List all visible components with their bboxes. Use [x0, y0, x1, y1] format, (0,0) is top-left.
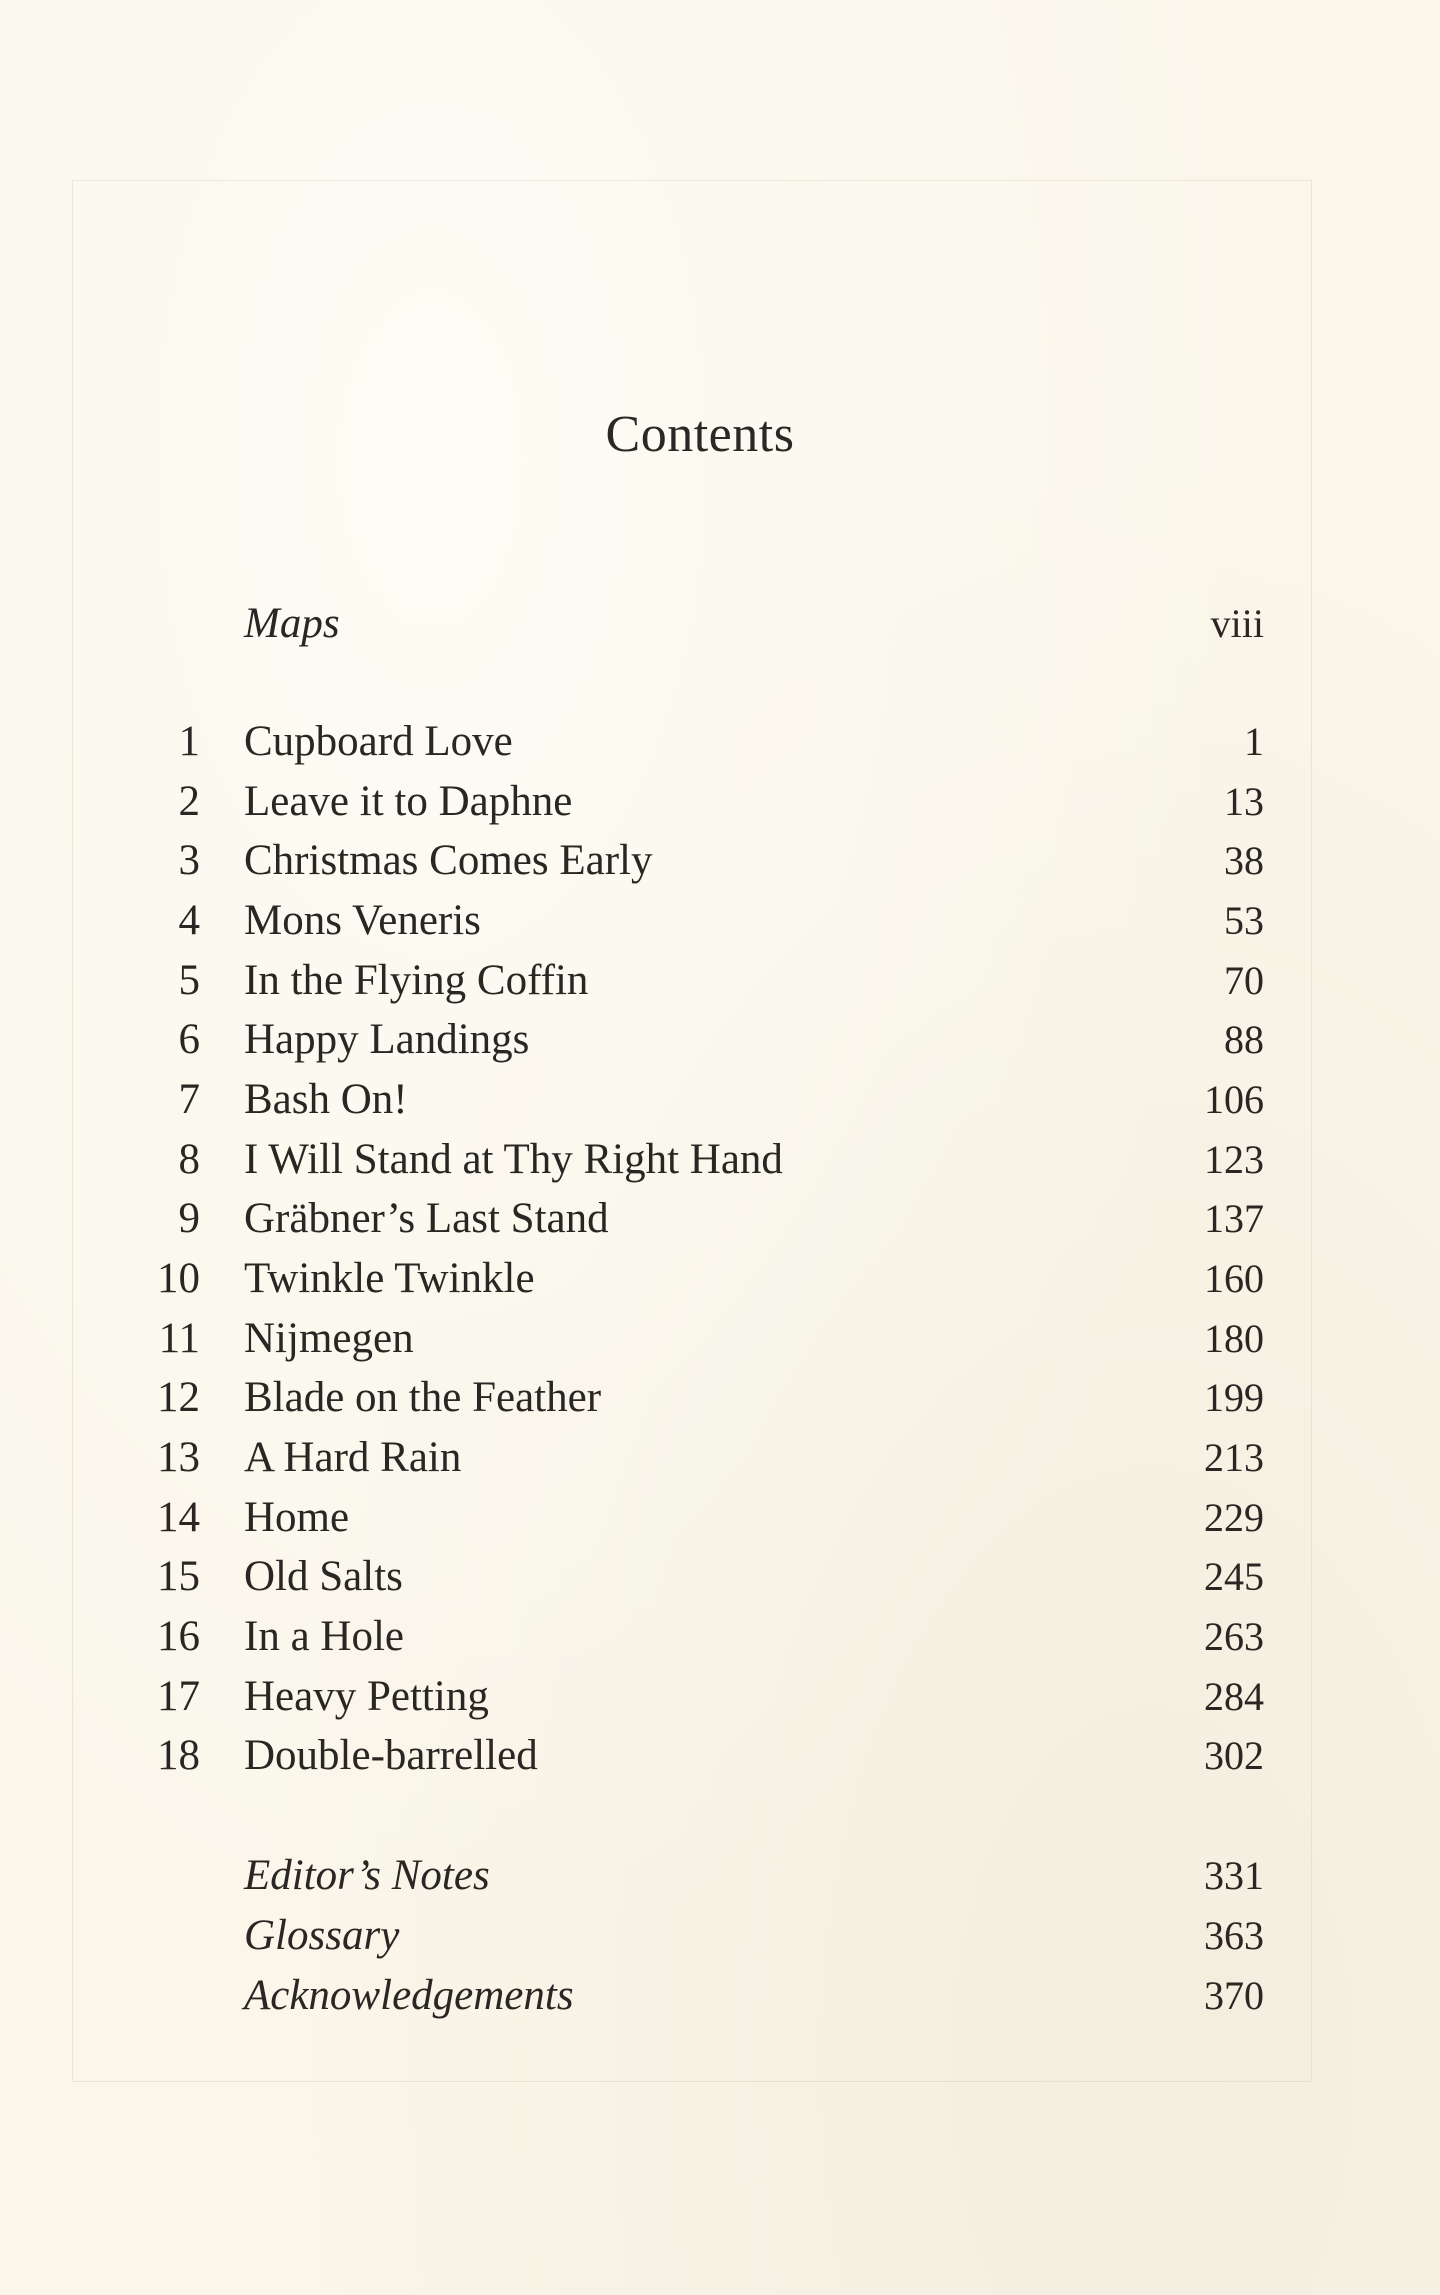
- chapter-page: 123: [1204, 1137, 1264, 1182]
- toc-chapter-row: [0, 951, 1440, 1011]
- chapter-number: 12: [157, 1374, 200, 1421]
- chapter-title: Leave it to Daphne: [244, 778, 573, 825]
- chapter-number: 13: [157, 1434, 200, 1481]
- chapter-page: 1: [1244, 719, 1264, 764]
- chapter-title: Christmas Comes Early: [244, 837, 653, 884]
- chapter-number: 9: [178, 1195, 200, 1242]
- chapter-number: 3: [178, 837, 200, 884]
- chapter-title: Bash On!: [244, 1076, 408, 1123]
- entry-title: Acknowledgements: [244, 1972, 574, 2019]
- chapter-title: Happy Landings: [244, 1016, 530, 1063]
- toc-chapter-row: [0, 891, 1440, 951]
- chapter-number: 8: [178, 1136, 200, 1183]
- chapter-title: Nijmegen: [244, 1315, 414, 1362]
- chapter-number: 17: [157, 1673, 200, 1720]
- chapter-number: 1: [178, 718, 200, 765]
- toc-entry-maps: [0, 594, 1440, 654]
- toc-chapter-row: [0, 1189, 1440, 1249]
- toc-chapter-row: [0, 772, 1440, 832]
- toc-chapter-row: [0, 712, 1440, 772]
- chapter-title: Heavy Petting: [244, 1673, 489, 1720]
- chapter-number: 2: [178, 778, 200, 825]
- chapter-title: Gräbner’s Last Stand: [244, 1195, 609, 1242]
- entry-page: 363: [1204, 1913, 1264, 1958]
- chapter-page: 53: [1224, 898, 1264, 943]
- chapter-title: Blade on the Feather: [244, 1374, 602, 1421]
- chapter-page: 199: [1204, 1375, 1264, 1420]
- chapter-page: 229: [1204, 1495, 1264, 1540]
- toc-chapter-row: [0, 1368, 1440, 1428]
- chapter-page: 137: [1204, 1196, 1264, 1241]
- entry-title: Editor’s Notes: [244, 1852, 490, 1899]
- entry-title: Glossary: [244, 1912, 400, 1959]
- chapter-number: 7: [178, 1076, 200, 1123]
- chapter-page: 180: [1204, 1316, 1264, 1361]
- chapter-title: In a Hole: [244, 1613, 404, 1660]
- chapter-page: 263: [1204, 1614, 1264, 1659]
- chapter-page: 13: [1224, 779, 1264, 824]
- chapter-number: 4: [178, 897, 200, 944]
- chapter-title: In the Flying Coffin: [244, 957, 589, 1004]
- chapter-page: 245: [1204, 1554, 1264, 1599]
- chapter-number: 10: [157, 1255, 200, 1302]
- chapter-number: 5: [178, 957, 200, 1004]
- chapter-number: 15: [157, 1553, 200, 1600]
- chapter-page: 284: [1204, 1674, 1264, 1719]
- toc-chapter-row: [0, 1607, 1440, 1667]
- entry-page: 331: [1204, 1853, 1264, 1898]
- chapter-number: 16: [157, 1613, 200, 1660]
- chapter-page: 38: [1224, 838, 1264, 883]
- chapter-number: 18: [157, 1732, 200, 1779]
- toc-entry-back-matter: [0, 1906, 1440, 1966]
- toc-chapter-row: [0, 1130, 1440, 1190]
- chapter-page: 88: [1224, 1017, 1264, 1062]
- chapter-title: I Will Stand at Thy Right Hand: [244, 1136, 783, 1183]
- toc-chapter-row: [0, 1488, 1440, 1548]
- toc-chapter-row: [0, 1428, 1440, 1488]
- toc-entry-back-matter: [0, 1966, 1440, 2026]
- chapter-title: Mons Veneris: [244, 897, 481, 944]
- chapter-page: 302: [1204, 1733, 1264, 1778]
- toc-chapter-row: [0, 831, 1440, 891]
- toc-chapter-row: [0, 1667, 1440, 1727]
- chapter-page: 70: [1224, 958, 1264, 1003]
- chapter-title: Double-barrelled: [244, 1732, 538, 1779]
- chapter-title: Twinkle Twinkle: [244, 1255, 535, 1302]
- toc-chapter-row: [0, 1249, 1440, 1309]
- entry-page: 370: [1204, 1973, 1264, 2018]
- toc-chapter-row: [0, 1309, 1440, 1369]
- toc-chapter-row: [0, 1726, 1440, 1786]
- toc-chapter-row: [0, 1010, 1440, 1070]
- chapter-number: 11: [158, 1315, 200, 1362]
- chapter-page: 160: [1204, 1256, 1264, 1301]
- chapter-title: Home: [244, 1494, 350, 1541]
- entry-page: viii: [1210, 601, 1264, 646]
- chapter-title: A Hard Rain: [244, 1434, 462, 1481]
- chapter-number: 14: [157, 1494, 200, 1541]
- chapter-page: 213: [1204, 1435, 1264, 1480]
- chapter-title: Cupboard Love: [244, 718, 513, 765]
- toc-chapter-row: [0, 1070, 1440, 1130]
- chapter-page: 106: [1204, 1077, 1264, 1122]
- page-title: Contents: [605, 406, 795, 463]
- chapter-title: Old Salts: [244, 1553, 403, 1600]
- chapter-number: 6: [178, 1016, 200, 1063]
- toc-chapter-row: [0, 1547, 1440, 1607]
- entry-title: Maps: [244, 600, 340, 647]
- toc-entry-back-matter: [0, 1846, 1440, 1906]
